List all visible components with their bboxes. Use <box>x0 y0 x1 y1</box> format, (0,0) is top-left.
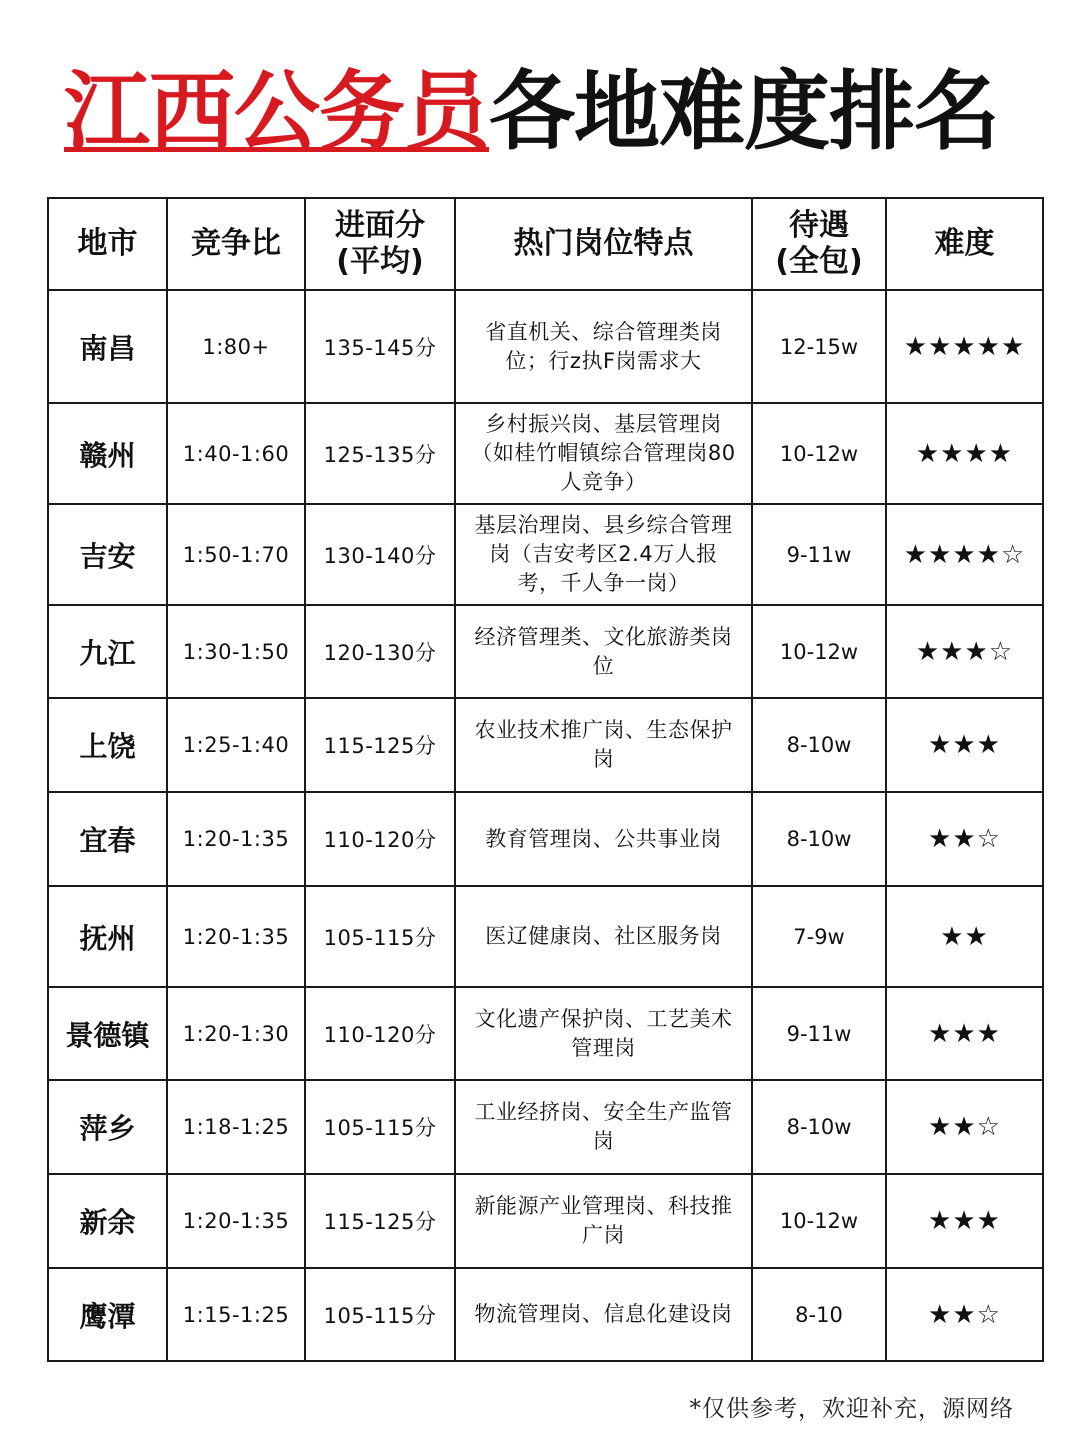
cell-ratio: 1:80+ <box>167 290 305 403</box>
page-title <box>64 60 999 160</box>
table-row <box>48 1080 1043 1174</box>
cell-score: 110-120分 <box>305 792 455 886</box>
cell-difficulty: ★★★☆ <box>886 605 1043 698</box>
cell-feature: 医辽健康岗、社区服务岗 <box>455 886 752 987</box>
cell-ratio: 1:20-1:35 <box>167 886 305 987</box>
cell-ratio: 1:20-1:35 <box>167 1174 305 1268</box>
header-score: 进面分 (平均) <box>305 198 455 290</box>
cell-difficulty: ★★☆ <box>886 1080 1043 1174</box>
cell-city: 九江 <box>48 605 167 698</box>
cell-pay: 8-10w <box>752 792 886 886</box>
cell-score: 135-145分 <box>305 290 455 403</box>
cell-score: 115-125分 <box>305 1174 455 1268</box>
cell-difficulty: ★★ <box>886 886 1043 987</box>
table-row <box>48 987 1043 1080</box>
cell-pay: 10-12w <box>752 605 886 698</box>
cell-difficulty: ★★★ <box>886 698 1043 792</box>
cell-feature: 省直机关、综合管理类岗位；行z执F岗需求大 <box>455 290 752 403</box>
cell-pay: 9-11w <box>752 987 886 1080</box>
table-row <box>48 698 1043 792</box>
cell-score: 105-115分 <box>305 886 455 987</box>
cell-pay: 10-12w <box>752 403 886 504</box>
cell-score: 130-140分 <box>305 504 455 605</box>
cell-ratio: 1:30-1:50 <box>167 605 305 698</box>
cell-difficulty: ★★☆ <box>886 1268 1043 1361</box>
cell-score: 125-135分 <box>305 403 455 504</box>
cell-feature: 乡村振兴岗、基层管理岗（如桂竹帽镇综合管理岗80人竞争） <box>455 403 752 504</box>
cell-score: 105-115分 <box>305 1080 455 1174</box>
cell-difficulty: ★★☆ <box>886 792 1043 886</box>
cell-city: 宜春 <box>48 792 167 886</box>
table-row <box>48 605 1043 698</box>
table-row <box>48 504 1043 605</box>
cell-difficulty: ★★★★☆ <box>886 504 1043 605</box>
title-rest: 各地难度排名 <box>489 62 999 162</box>
cell-city: 吉安 <box>48 504 167 605</box>
cell-city: 南昌 <box>48 290 167 403</box>
title-highlight: 江西公务员 <box>64 62 489 162</box>
cell-score: 115-125分 <box>305 698 455 792</box>
cell-city: 萍乡 <box>48 1080 167 1174</box>
cell-city: 抚州 <box>48 886 167 987</box>
cell-city: 景德镇 <box>48 987 167 1080</box>
cell-feature: 工业经挤岗、安全生产监管岗 <box>455 1080 752 1174</box>
header-feature: 热门岗位特点 <box>455 198 752 290</box>
ranking-table <box>47 197 1044 1362</box>
cell-score: 120-130分 <box>305 605 455 698</box>
cell-city: 上饶 <box>48 698 167 792</box>
cell-ratio: 1:18-1:25 <box>167 1080 305 1174</box>
table-row <box>48 403 1043 504</box>
cell-feature: 教育管理岗、公共事业岗 <box>455 792 752 886</box>
cell-pay: 8-10 <box>752 1268 886 1361</box>
table-header-row <box>48 198 1043 290</box>
table-row <box>48 1174 1043 1268</box>
header-ratio: 竞争比 <box>167 198 305 290</box>
cell-feature: 农业技术推广岗、生态保护岗 <box>455 698 752 792</box>
table-row <box>48 886 1043 987</box>
table-row <box>48 290 1043 403</box>
cell-city: 赣州 <box>48 403 167 504</box>
cell-feature: 物流管理岗、信息化建设岗 <box>455 1268 752 1361</box>
cell-ratio: 1:15-1:25 <box>167 1268 305 1361</box>
cell-ratio: 1:40-1:60 <box>167 403 305 504</box>
cell-difficulty: ★★★ <box>886 1174 1043 1268</box>
cell-difficulty: ★★★★★ <box>886 290 1043 403</box>
table-row <box>48 792 1043 886</box>
cell-pay: 10-12w <box>752 1174 886 1268</box>
cell-city: 鹰潭 <box>48 1268 167 1361</box>
cell-feature: 文化遗产保护岗、工艺美术管理岗 <box>455 987 752 1080</box>
cell-feature: 经济管理类、文化旅游类岗位 <box>455 605 752 698</box>
header-city: 地市 <box>48 198 167 290</box>
cell-ratio: 1:50-1:70 <box>167 504 305 605</box>
cell-pay: 8-10w <box>752 1080 886 1174</box>
cell-city: 新余 <box>48 1174 167 1268</box>
cell-difficulty: ★★★★ <box>886 403 1043 504</box>
cell-pay: 8-10w <box>752 698 886 792</box>
cell-pay: 12-15w <box>752 290 886 403</box>
header-pay: 待遇 (全包) <box>752 198 886 290</box>
footnote: *仅供参考，欢迎补充，源网络 <box>689 1396 1014 1422</box>
cell-pay: 7-9w <box>752 886 886 987</box>
cell-ratio: 1:25-1:40 <box>167 698 305 792</box>
cell-score: 110-120分 <box>305 987 455 1080</box>
cell-difficulty: ★★★ <box>886 987 1043 1080</box>
cell-score: 105-115分 <box>305 1268 455 1361</box>
table-row <box>48 1268 1043 1361</box>
header-difficulty: 难度 <box>886 198 1043 290</box>
cell-ratio: 1:20-1:35 <box>167 792 305 886</box>
cell-feature: 基层治理岗、县乡综合管理岗（吉安考区2.4万人报考，千人争一岗） <box>455 504 752 605</box>
cell-pay: 9-11w <box>752 504 886 605</box>
cell-ratio: 1:20-1:30 <box>167 987 305 1080</box>
cell-feature: 新能源产业管理岗、科技推广岗 <box>455 1174 752 1268</box>
